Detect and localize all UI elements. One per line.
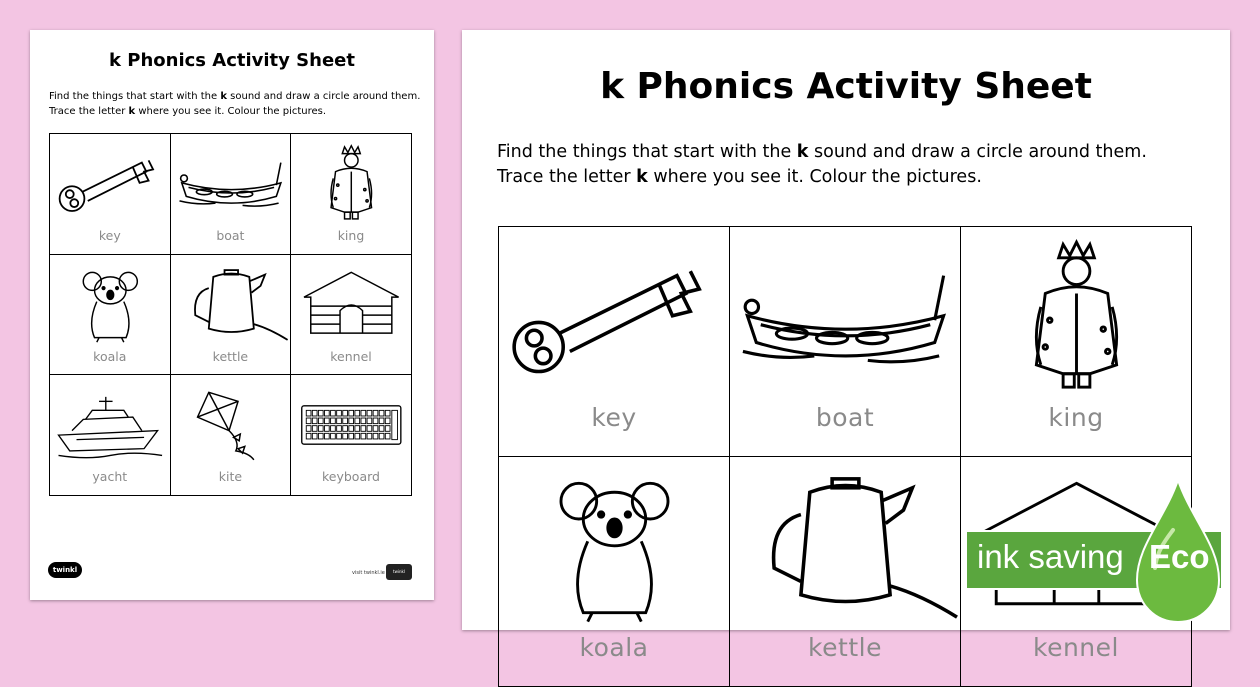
footer-url: visit twinkl.ie (352, 570, 385, 576)
koala-icon (503, 463, 726, 633)
yacht-icon (54, 381, 167, 469)
picture-cell-key[interactable] (499, 227, 730, 457)
word-label: key (98, 228, 121, 243)
boat-icon (175, 140, 288, 228)
word-label: kettle (808, 633, 882, 662)
eco-text: ink saving (977, 538, 1124, 575)
picture-cell-koala[interactable] (499, 457, 730, 687)
keyboard-icon (295, 381, 408, 469)
king-icon (965, 233, 1188, 403)
boat-icon (734, 233, 957, 403)
key-icon (54, 140, 167, 228)
picture-cell-king[interactable] (291, 134, 412, 255)
king-icon (295, 140, 408, 228)
picture-cell-kennel[interactable] (291, 255, 412, 376)
word-label: kettle (212, 348, 249, 364)
word-label: kennel (1033, 633, 1119, 662)
large-sheet-title: k Phonics Activity Sheet (600, 66, 1092, 107)
large-sheet-instructions: Find the things that start with the k sound and draw a circle around them. Trace the letter k where you see it. Colour the pictures. (497, 142, 1147, 188)
eco-word: Eco (1149, 538, 1210, 575)
kettle-icon (175, 261, 288, 349)
word-label: keyboard (321, 469, 380, 485)
word-label: boat (815, 403, 875, 432)
word-label: yacht (92, 469, 128, 485)
picture-cell-boat[interactable] (171, 134, 292, 255)
kennel-icon (295, 261, 408, 349)
word-label: kennel (330, 348, 372, 364)
twinkl-logo: twinkl (48, 562, 82, 578)
picture-cell-keyboard[interactable] (291, 375, 412, 496)
eco-ink-saving-badge (965, 480, 1245, 600)
word-label: boat (216, 228, 245, 243)
kettle-icon (734, 463, 957, 633)
picture-cell-kite[interactable] (171, 375, 292, 496)
picture-cell-kettle[interactable] (171, 255, 292, 376)
kite-icon (175, 381, 288, 469)
picture-cell-koala[interactable] (50, 255, 171, 376)
small-sheet-title: k Phonics Activity Sheet (109, 50, 355, 71)
picture-cell-yacht[interactable] (50, 375, 171, 496)
large-picture-grid (498, 226, 1192, 687)
small-activity-sheet (30, 30, 434, 600)
koala-icon (54, 261, 167, 349)
key-icon (503, 233, 726, 403)
picture-cell-boat[interactable] (730, 227, 961, 457)
word-label: key (591, 403, 637, 432)
footer-badge: twinkl (386, 564, 412, 580)
picture-cell-king[interactable] (961, 227, 1192, 457)
word-label: king (337, 228, 365, 243)
picture-cell-key[interactable] (50, 134, 171, 255)
word-label: king (1048, 403, 1104, 432)
word-label: koala (579, 633, 649, 662)
word-label: kite (218, 469, 243, 485)
small-picture-grid (49, 133, 412, 496)
picture-cell-kettle[interactable] (730, 457, 961, 687)
small-sheet-instructions: Find the things that start with the k sound and draw a circle around them. Trace the letter k where you see it. Colour the pictures. (49, 91, 421, 117)
word-label: koala (93, 348, 127, 364)
